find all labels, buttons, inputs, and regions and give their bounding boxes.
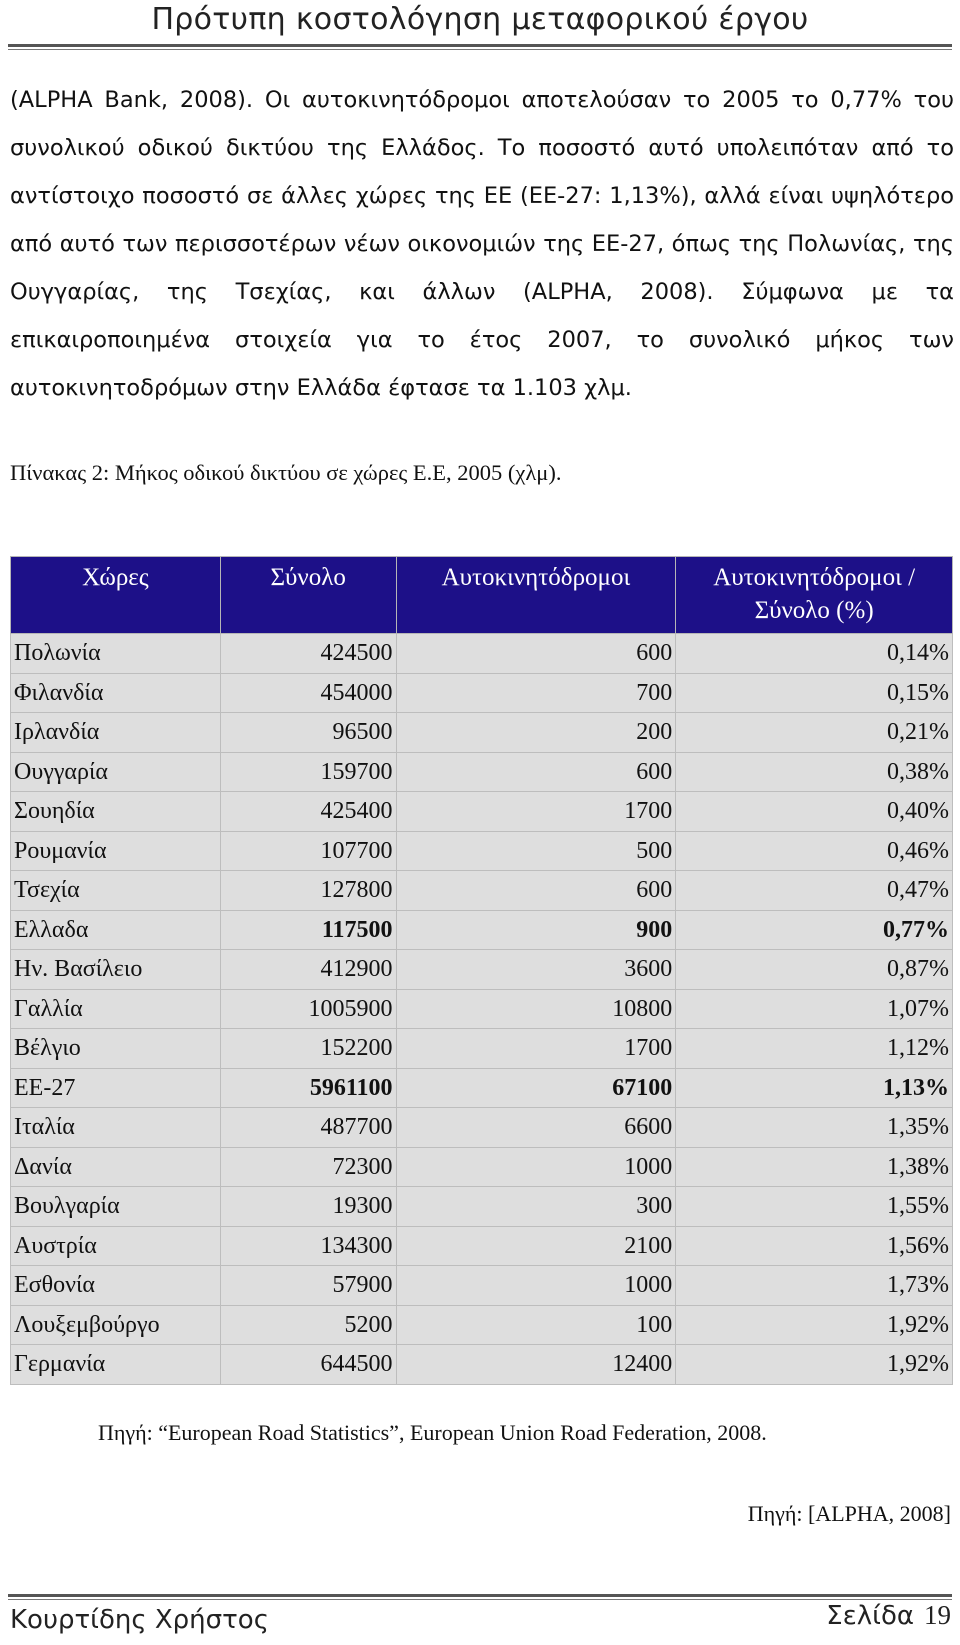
road-network-table [10,556,953,1385]
cell-share: 1,38% [676,1147,953,1187]
cell-country: Γερμανία [11,1345,221,1385]
table-row [11,713,953,753]
cell-motorways: 600 [396,752,676,792]
page-number: 19 [924,1600,951,1630]
cell-motorways: 1700 [396,792,676,832]
cell-country: Γαλλία [11,989,221,1029]
cell-motorways: 500 [396,831,676,871]
cell-total: 487700 [220,1108,396,1148]
cell-motorways: 2100 [396,1226,676,1266]
cell-motorways: 1000 [396,1266,676,1306]
cell-motorways: 12400 [396,1345,676,1385]
cell-total: 72300 [220,1147,396,1187]
cell-total: 5961100 [220,1068,396,1108]
table-row [11,752,953,792]
table-row [11,1187,953,1227]
cell-share: 0,40% [676,792,953,832]
cell-motorways: 600 [396,871,676,911]
cell-country: Αυστρία [11,1226,221,1266]
table-row [11,910,953,950]
cell-share: 1,56% [676,1226,953,1266]
paragraph-line: επικαιροποιημένα στοιχεία για το έτος 2007, το συνολικό μήκος των [10,327,954,353]
cell-country: Εσθονία [11,1266,221,1306]
cell-motorways: 900 [396,910,676,950]
header-share: Αυτοκινητόδρομοι / Σύνολο (%) [676,557,953,634]
cell-total: 5200 [220,1305,396,1345]
table-row [11,1068,953,1108]
cell-motorways: 6600 [396,1108,676,1148]
cell-country: Ιταλία [11,1108,221,1148]
cell-share: 0,38% [676,752,953,792]
cell-share: 0,21% [676,713,953,753]
cell-motorways: 67100 [396,1068,676,1108]
footer-rule [8,1594,952,1597]
cell-share: 0,77% [676,910,953,950]
cell-total: 425400 [220,792,396,832]
paragraph-line: Ουγγαρίας, της Τσεχίας, και άλλων (ALPHA, 2008). Σύμφωνα με τα [10,279,954,305]
cell-share: 1,13% [676,1068,953,1108]
paragraph-line: συνολικού οδικού δικτύου της Ελλάδος. Το ποσοστό αυτό υπολειπόταν από το [10,135,954,161]
cell-motorways: 600 [396,634,676,674]
paragraph-line: αντίστοιχο ποσοστό σε άλλες χώρες της ΕΕ (ΕΕ-27: 1,13%), αλλά είναι υψηλότερο [10,183,954,209]
table-header-row [11,557,953,634]
table-row [11,831,953,871]
cell-share: 1,35% [676,1108,953,1148]
cell-share: 1,12% [676,1029,953,1069]
cell-share: 0,15% [676,673,953,713]
cell-share: 1,55% [676,1187,953,1227]
footer-rule-thin [8,1599,952,1600]
table-row [11,1345,953,1385]
cell-motorways: 1700 [396,1029,676,1069]
cell-total: 117500 [220,910,396,950]
cell-total: 19300 [220,1187,396,1227]
footer-author: Κουρτίδης Χρήστος [10,1605,269,1635]
cell-country: Δανία [11,1147,221,1187]
cell-share: 0,46% [676,831,953,871]
cell-total: 96500 [220,713,396,753]
paragraph-line: (ALPHA Bank, 2008). Οι αυτοκινητόδρομοι αποτελούσαν το 2005 το 0,77% του [10,87,954,113]
cell-share: 1,92% [676,1305,953,1345]
cell-share: 0,87% [676,950,953,990]
header-rule-thin [8,49,952,50]
cell-country: ΕΕ-27 [11,1068,221,1108]
table-row [11,1305,953,1345]
cell-total: 159700 [220,752,396,792]
paragraph-line: από αυτό των περισσοτέρων νέων οικονομιών της ΕΕ-27, όπως της Πολωνίας, της [10,231,954,257]
table-row [11,673,953,713]
table-row [11,1147,953,1187]
cell-motorways: 200 [396,713,676,753]
cell-country: Ουγγαρία [11,752,221,792]
body-paragraph [10,76,954,412]
source-citation: Πηγή: [ALPHA, 2008] [747,1501,951,1526]
cell-country: Βουλγαρία [11,1187,221,1227]
footer-page [826,1600,951,1631]
cell-motorways: 100 [396,1305,676,1345]
table-row [11,950,953,990]
table-row [11,634,953,674]
cell-country: Λουξεμβούργο [11,1305,221,1345]
header-country: Χώρες [11,557,221,634]
cell-country: Τσεχία [11,871,221,911]
cell-motorways: 700 [396,673,676,713]
cell-total: 412900 [220,950,396,990]
cell-country: Ην. Βασίλειο [11,950,221,990]
table-row [11,1226,953,1266]
cell-total: 644500 [220,1345,396,1385]
cell-country: Φιλανδία [11,673,221,713]
paragraph-line: αυτοκινητοδρόμων στην Ελλάδα έφτασε τα 1.103 χλμ. [10,375,632,401]
cell-country: Ιρλανδία [11,713,221,753]
table-row [11,1266,953,1306]
cell-total: 134300 [220,1226,396,1266]
table-row [11,1029,953,1069]
cell-total: 152200 [220,1029,396,1069]
table-source-note: Πηγή: “European Road Statistics”, European Union Road Federation, 2008. [98,1420,767,1445]
cell-motorways: 1000 [396,1147,676,1187]
header-rule [8,44,952,47]
cell-share: 1,73% [676,1266,953,1306]
cell-share: 0,14% [676,634,953,674]
cell-country: Σουηδία [11,792,221,832]
table-row [11,871,953,911]
table-caption: Πίνακας 2: Μήκος οδικού δικτύου σε χώρες Ε.Ε, 2005 (χλμ). [10,460,562,485]
cell-share: 1,07% [676,989,953,1029]
cell-total: 57900 [220,1266,396,1306]
cell-total: 107700 [220,831,396,871]
cell-country: Ρουμανία [11,831,221,871]
table-row [11,989,953,1029]
page-header-title: Πρότυπη κοστολόγηση μεταφορικού έργου [151,2,809,37]
cell-motorways: 300 [396,1187,676,1227]
cell-total: 424500 [220,634,396,674]
cell-country: Βέλγιο [11,1029,221,1069]
header-motorways: Αυτοκινητόδρομοι [396,557,676,634]
cell-share: 1,92% [676,1345,953,1385]
cell-motorways: 10800 [396,989,676,1029]
cell-motorways: 3600 [396,950,676,990]
cell-total: 127800 [220,871,396,911]
header-total: Σύνολο [220,557,396,634]
cell-share: 0,47% [676,871,953,911]
table-row [11,1108,953,1148]
cell-country: Ελλαδα [11,910,221,950]
cell-total: 454000 [220,673,396,713]
cell-total: 1005900 [220,989,396,1029]
table-row [11,792,953,832]
cell-country: Πολωνία [11,634,221,674]
page-label: Σελίδα [826,1601,914,1631]
